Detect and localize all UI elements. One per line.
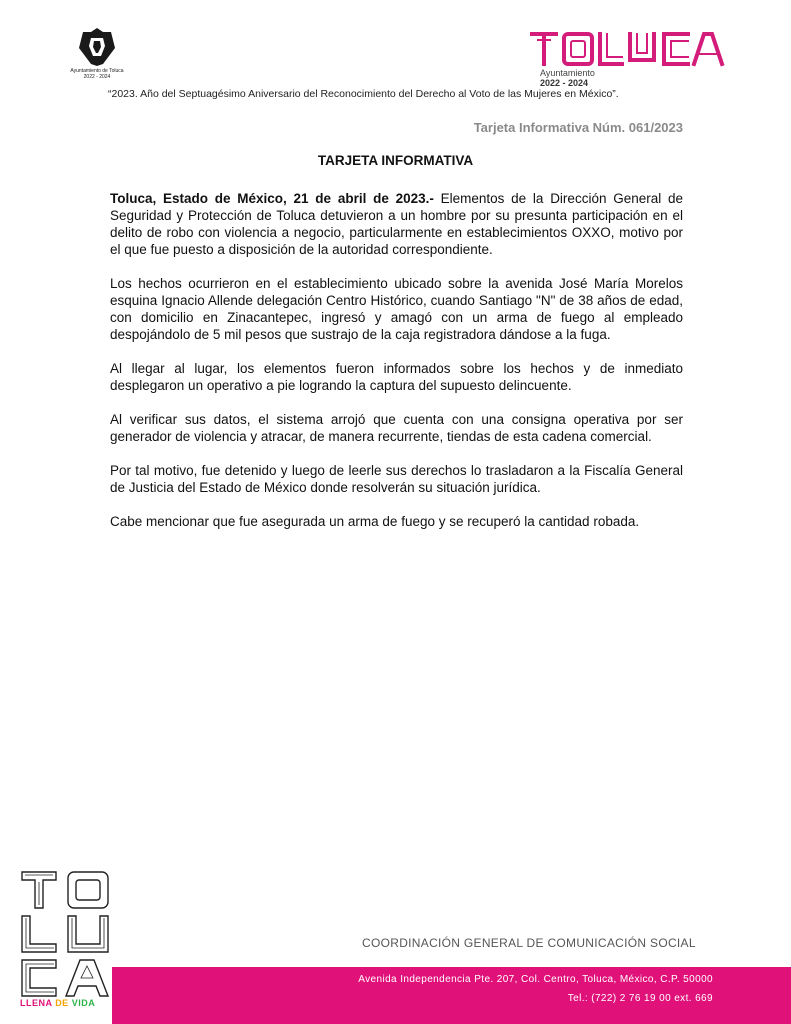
document-title: TARJETA INFORMATIVA [317,153,474,168]
card-number: Tarjeta Informativa Núm. 061/2023 [473,120,683,135]
paragraph-4: Al verificar sus datos, el sistema arrojó que cuenta con una consigna operativa por ser generador de violencia y atracar, de manera recurrente, tiendas de esta cadena comercial. [110,412,683,444]
dateline: Toluca, Estado de México, 21 de abril de 2023.- [110,191,434,206]
footer-phone: Tel.: (722) 2 76 19 00 ext. 669 [567,993,713,1004]
paragraph-1-text: Elementos de la Dirección General de Seguridad y Protección de Toluca detuvieron a un hombre por su presunta participación en el delito de robo con violencia a negocio, particularmente en establecimientos OXXO, motivo por el que fue puesto a disposición de la autoridad correspondiente. [110,191,684,257]
motto-line: “2023. Año del Septuagésimo Aniversario del Reconocimiento del Derecho al Voto de las Mujeres en México”. [108,88,619,100]
seal-caption-years: 2022 - 2024 [83,74,111,80]
brand-years: 2022 - 2024 [540,78,589,88]
document-body [110,190,683,547]
slogan-word-1: LLENA [20,998,53,1008]
footer-address: Avenida Independencia Pte. 207, Col. Centro, Toluca, México, C.P. 50000 [358,974,713,985]
toluca-outline-logo [18,868,118,1018]
paragraph-2: Los hechos ocurrieron en el establecimiento ubicado sobre la avenida José María Morelos esquina Ignacio Allende delegación Centro Histórico, cuando Santiago "N" de 38 años de edad, con domicilio en Zinacantepec, ingresó y amagó con un arma de fuego al empleado despojándolo de 5 mil pesos que sustrajo de la caja registradora dándose a la fuga. [110,276,683,342]
slogan-word-3: VIDA [71,998,96,1008]
slogan-word-2: DE [55,998,69,1008]
paragraph-1 [110,190,683,258]
brand-subtitle: Ayuntamiento [540,68,595,78]
seal-caption: Ayuntamiento de Toluca [70,68,124,74]
coordination-label: COORDINACIÓN GENERAL DE COMUNICACIÓN SOCIAL [362,936,696,950]
municipal-seal [62,26,132,90]
slogan [20,998,95,1008]
paragraph-6: Cabe mencionar que fue asegurada un arma de fuego y se recuperó la cantidad robada. [110,514,640,529]
seal-emblem-icon [77,26,117,68]
paragraph-3: Al llegar al lugar, los elementos fueron informados sobre los hechos y de inmediato desplegaron un operativo a pie logrando la captura del supuesto delincuente. [110,361,683,393]
paragraph-5: Por tal motivo, fue detenido y luego de leerle sus derechos lo trasladaron a la Fiscalía General de Justicia del Estado de México donde resolverán su situación jurídica. [110,463,683,495]
